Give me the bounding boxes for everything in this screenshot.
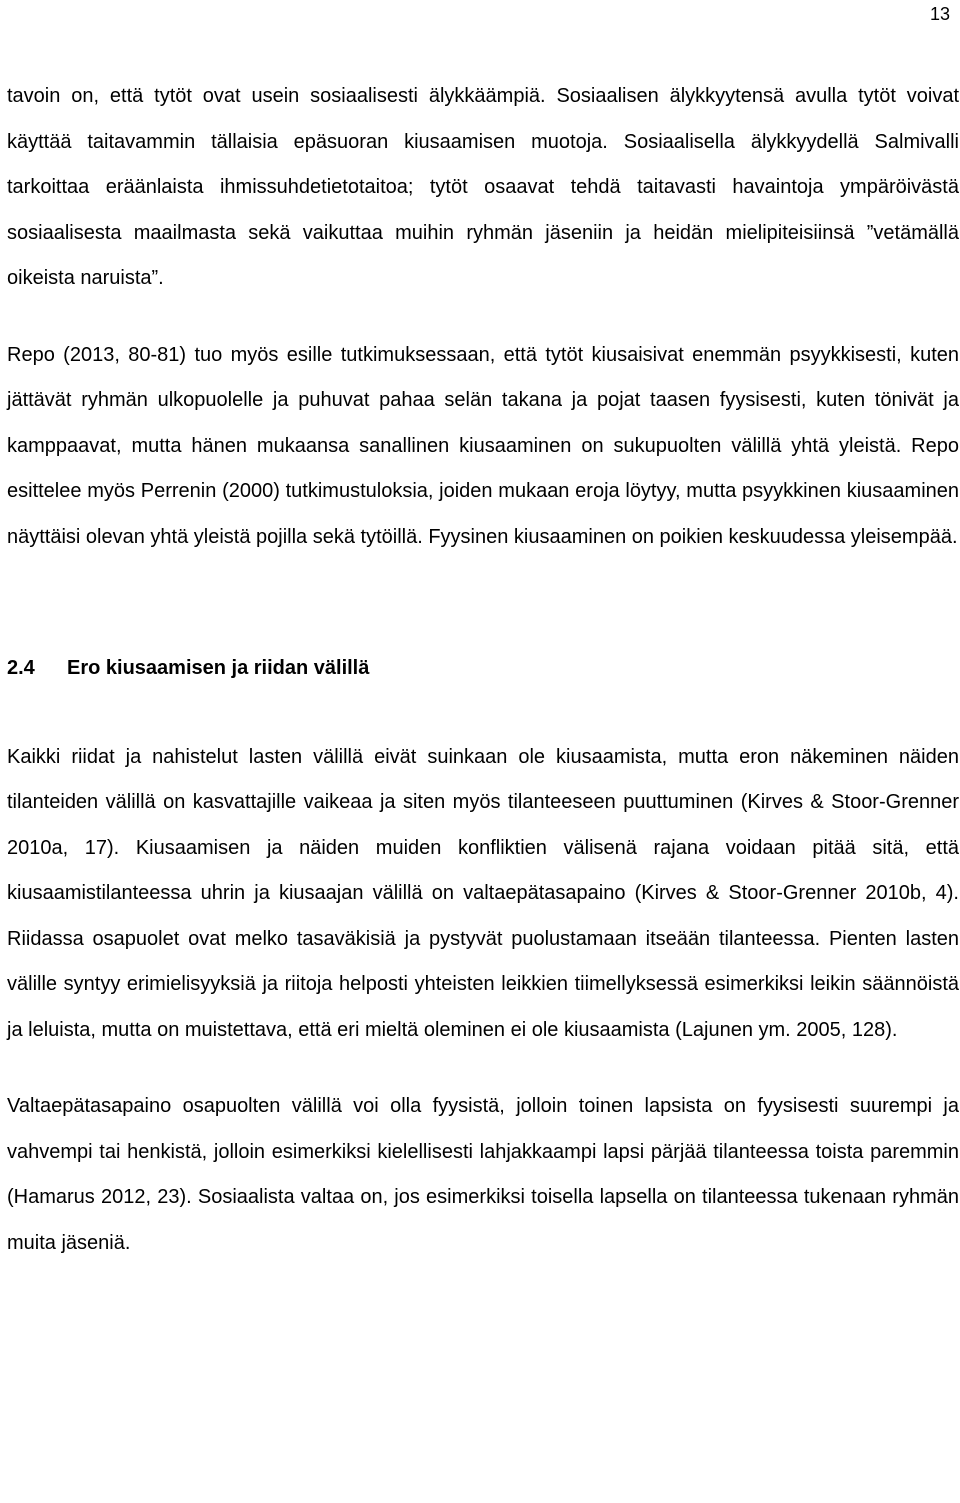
paragraph-repo-study: Repo (2013, 80-81) tuo myös esille tutkimuksessaan, että tytöt kiusaisivat enemmän psyykkisesti, kuten jättävät ryhmän ulkopuolelle ja puhuvat pahaa selän takana ja pojat taasen fyysisesti, kuten tönivät ja kamppaavat, mutta hänen mukaansa sanallinen kiusaaminen on sukupuolten välillä yhtä yleistä. Repo esittelee myös Perrenin (2000) tutkimustuloksia, joiden mukaan eroja löytyy, mutta psyykkinen kiusaaminen näyttäisi olevan yhtä yleistä pojilla sekä tytöillä. Fyysinen kiusaaminen on poikien keskuudessa yleisempää. — [7, 343, 959, 548]
page-number: 13 — [929, 4, 950, 24]
document-body — [7, 74, 959, 1266]
section-title: Ero kiusaamisen ja riidan välillä — [67, 657, 370, 679]
paragraph-gender-social-intelligence: tavoin on, että tytöt ovat usein sosiaalisesti älykkäämpiä. Sosiaalisen älykkyytensä avulla tytöt voivat käyttää taitavammin tällaisia epäsuoran kiusaamisen muotoja. Sosiaalisella älykkyydellä Salmivalli tarkoittaa eräänlaista ihmissuhdetietotaitoa; tytöt osaavat tehdä taitavasti havaintoja ympäröivästä sosiaalisesta maailmasta sekä vaikuttaa muihin ryhmän jäseniin ja heidän mielipiteisiinsä ”vetämällä oikeista naruista”. — [7, 85, 959, 289]
paragraph-conflict-vs-bullying: Kaikki riidat ja nahistelut lasten välillä eivät suinkaan ole kiusaamista, mutta eron näkeminen näiden tilanteiden välillä on kasvattajille vaikeaa ja siten myös tilanteeseen puuttuminen (Kirves & Stoor-Grenner 2010a, 17). Kiusaamisen ja näiden muiden konfliktien välisenä rajana voidaan pitää sitä, että kiusaamistilanteessa uhrin ja kiusaajan välillä on valtaepätasapaino (Kirves & Stoor-Grenner 2010b, 4). Riidassa osapuolet ovat melko tasaväkisiä ja pystyvät puolustamaan itseään tilanteessa. Pienten lasten välille syntyy erimielisyyksiä ja riitoja helposti yhteisten leikkien tiimellyksessä esimerkiksi leikin säännöistä ja leluista, mutta on muistettava, että eri mieltä oleminen ei ole kiusaamista (Lajunen ym. 2005, 128). — [7, 745, 959, 1041]
section-number: 2.4 — [7, 657, 35, 679]
section-heading — [7, 646, 959, 692]
paragraph-power-imbalance: Valtaepätasapaino osapuolten välillä voi olla fyysistä, jolloin toinen lapsista on fyysisesti suurempi ja vahvempi tai henkistä, jolloin esimerkiksi kielellisesti lahjakkaampi lapsi pärjää tilanteessa toista paremmin (Hamarus 2012, 23). Sosiaalista valtaa on, jos esimerkiksi toisella lapsella on tilanteessa tukenaan ryhmän muita jäseniä. — [7, 1095, 959, 1254]
